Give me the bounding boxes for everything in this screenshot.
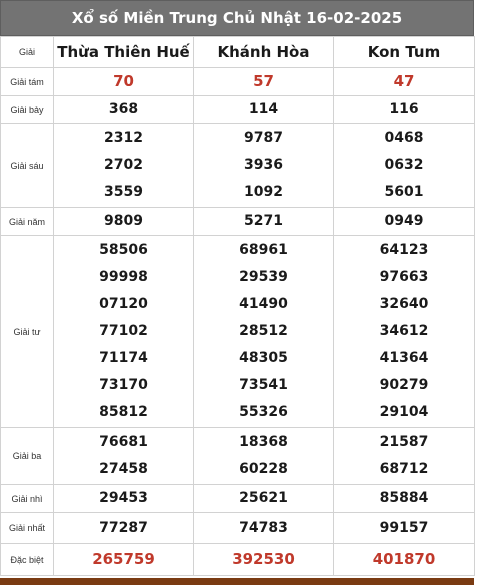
prize-cell [334,485,475,513]
prize-cell [334,428,475,485]
winning-number: 47 [393,72,415,90]
winning-number: 0468 [384,130,424,146]
winning-number: 57 [253,72,274,90]
prize-cell [194,124,334,208]
results-table [0,36,475,576]
winning-number: 68961 [239,242,288,258]
winning-number: 77102 [99,323,148,339]
winning-number: 55326 [239,404,288,420]
winning-number: 5271 [244,213,283,229]
winning-number: 29453 [99,490,148,506]
winning-number: 392530 [232,550,295,568]
prize-cell [54,428,194,485]
prize-row [1,485,475,513]
winning-number: 9787 [244,130,283,146]
prize-column-header: Giải [1,37,54,68]
winning-number: 401870 [372,550,436,568]
prize-cell [54,208,194,236]
province-header[interactable]: Kon Tum [334,37,475,68]
winning-number: 32640 [379,296,429,312]
province-header[interactable]: Thừa Thiên Huế [54,37,194,68]
prize-cell [334,124,475,208]
prize-cell [54,96,194,124]
winning-number: 70 [113,72,134,90]
prize-cell [54,124,194,208]
winning-number: 58506 [99,242,148,258]
prize-cell [54,513,194,544]
winning-number: 368 [108,101,139,117]
prize-label: Giải tám [1,68,54,96]
prize-label: Đặc biệt [1,544,54,576]
winning-number: 85812 [99,404,148,420]
winning-number: 73170 [99,377,148,393]
winning-number: 97663 [379,269,429,285]
winning-number: 3936 [244,157,283,173]
winning-number: 60228 [239,461,288,477]
prize-cell [334,68,475,96]
winning-number: 77287 [99,519,148,536]
winning-number: 48305 [239,350,288,366]
winning-number: 07120 [99,296,148,312]
prize-cell [194,208,334,236]
winning-number: 76681 [99,434,148,450]
prize-label: Giải ba [1,428,54,485]
prize-cell [334,236,475,428]
winning-number: 27458 [99,461,148,477]
winning-number: 29104 [379,404,429,420]
prize-cell [194,544,334,576]
winning-number: 34612 [379,323,429,339]
header-row [1,37,475,68]
winning-number: 2312 [104,130,143,146]
prize-cell [334,544,475,576]
prize-cell [54,485,194,513]
winning-number: 41490 [239,296,288,312]
winning-number: 99157 [379,519,429,536]
prize-cell [334,96,475,124]
winning-number: 64123 [379,242,429,258]
prize-cell [54,236,194,428]
winning-number: 3559 [104,184,143,200]
prize-cell [194,428,334,485]
winning-number: 68712 [379,461,429,477]
province-header[interactable]: Khánh Hòa [194,37,334,68]
winning-number: 114 [248,101,279,117]
prize-row [1,68,475,96]
winning-number: 41364 [379,350,429,366]
prize-row [1,124,475,208]
prize-label: Giải nhất [1,513,54,544]
winning-number: 1092 [244,184,283,200]
prize-label: Giải bảy [1,96,54,124]
winning-number: 73541 [239,377,288,393]
prize-cell [194,68,334,96]
winning-number: 5601 [384,184,424,200]
winning-number: 25621 [239,490,288,506]
prize-cell [194,513,334,544]
prize-row [1,513,475,544]
winning-number: 71174 [99,350,148,366]
footer-bar [0,578,474,585]
winning-number: 29539 [239,269,288,285]
winning-number: 28512 [239,323,288,339]
prize-row [1,96,475,124]
winning-number: 85884 [379,490,429,506]
prize-row [1,236,475,428]
winning-number: 116 [389,101,419,117]
prize-row [1,544,475,576]
prize-cell [194,485,334,513]
prize-cell [194,96,334,124]
prize-row [1,208,475,236]
prize-label: Giải tư [1,236,54,428]
winning-number: 18368 [239,434,288,450]
winning-number: 0632 [384,157,424,173]
winning-number: 90279 [379,377,429,393]
prize-cell [54,68,194,96]
prize-row [1,428,475,485]
prize-cell [334,208,475,236]
winning-number: 2702 [104,157,143,173]
prize-label: Giải nhì [1,485,54,513]
winning-number: 99998 [99,269,148,285]
winning-number: 265759 [92,550,155,568]
winning-number: 21587 [379,434,429,450]
prize-cell [334,513,475,544]
prize-cell [54,544,194,576]
winning-number: 9809 [104,213,143,229]
prize-cell [194,236,334,428]
prize-label: Giải sáu [1,124,54,208]
winning-number: 0949 [384,213,424,229]
results-title: Xổ số Miền Trung Chủ Nhật 16-02-2025 [0,0,474,36]
prize-label: Giải năm [1,208,54,236]
winning-number: 74783 [239,519,288,536]
